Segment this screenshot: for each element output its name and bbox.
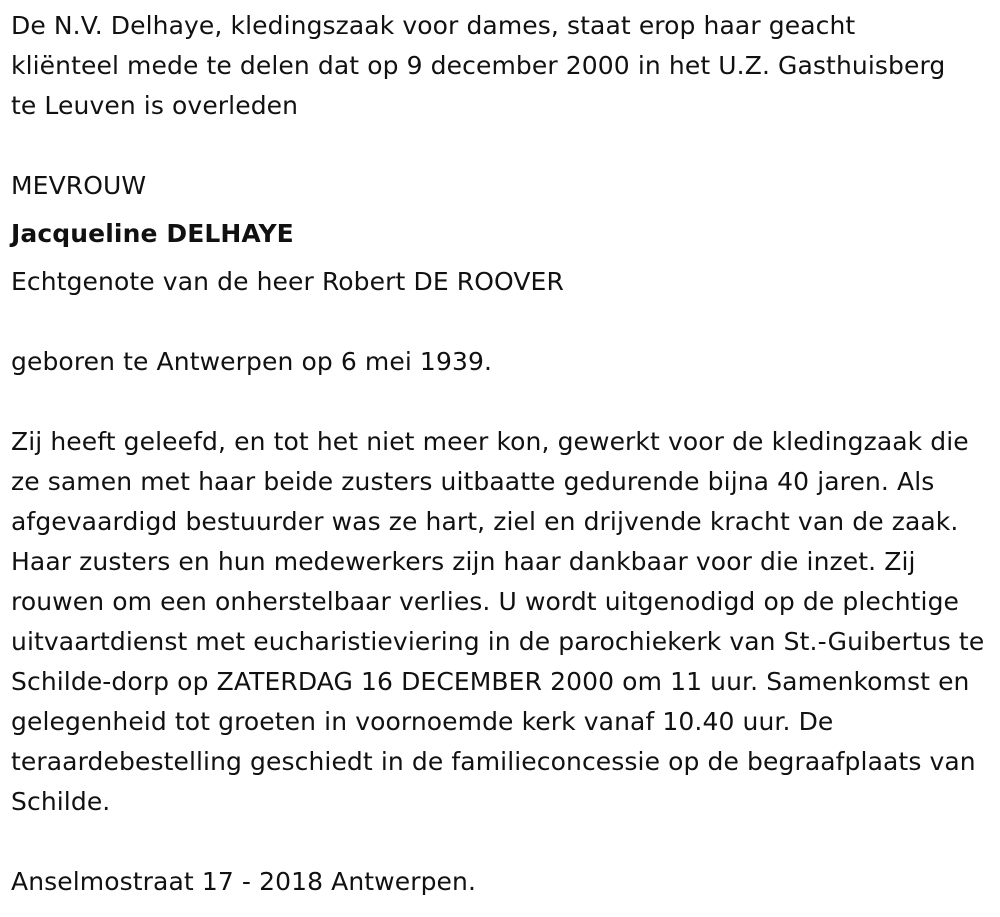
address-line: Anselmostraat 17 - 2018 Antwerpen.: [11, 867, 477, 896]
deceased-name: Jacqueline DELHAYE: [11, 219, 294, 248]
body-paragraph: Zij heeft geleefd, en tot het niet meer kon, gewerkt voor de kledingzaak die ze samen met haar beide zusters uitbaatte gedurende bijna 40 jaren. Als afgevaardigd bestuurder was ze hart, ziel en drijvende kracht van de zaak. Haar zusters en hun medewerkers zijn haar dankbaar voor die inzet. Zij rouwen om een onherstelbaar verlies. U wordt uitgenodigd op de plechtige uitvaartdienst met eucharistieviering in de parochiekerk van St.-Guibertus te Schilde-dorp op ZATERDAG 16 DECEMBER 2000 om 11 uur. Samenkomst en gelegenheid tot groeten in voornoemde kerk vanaf 10.40 uur. De teraardebestelling geschiedt in de familieconcessie op de begraafplaats van Schilde.: [11, 427, 985, 816]
intro-paragraph: De N.V. Delhaye, kledingszaak voor dames, staat erop haar geacht kliënteel mede te delen dat op 9 december 2000 in het U.Z. Gasthuisberg te Leuven is overleden: [11, 11, 946, 120]
spouse-line: Echtgenote van de heer Robert DE ROOVER: [11, 267, 564, 296]
death-notice: [11, 6, 991, 902]
birth-line: geboren te Antwerpen op 6 mei 1939.: [11, 347, 493, 376]
honorific: MEVROUW: [11, 171, 147, 200]
